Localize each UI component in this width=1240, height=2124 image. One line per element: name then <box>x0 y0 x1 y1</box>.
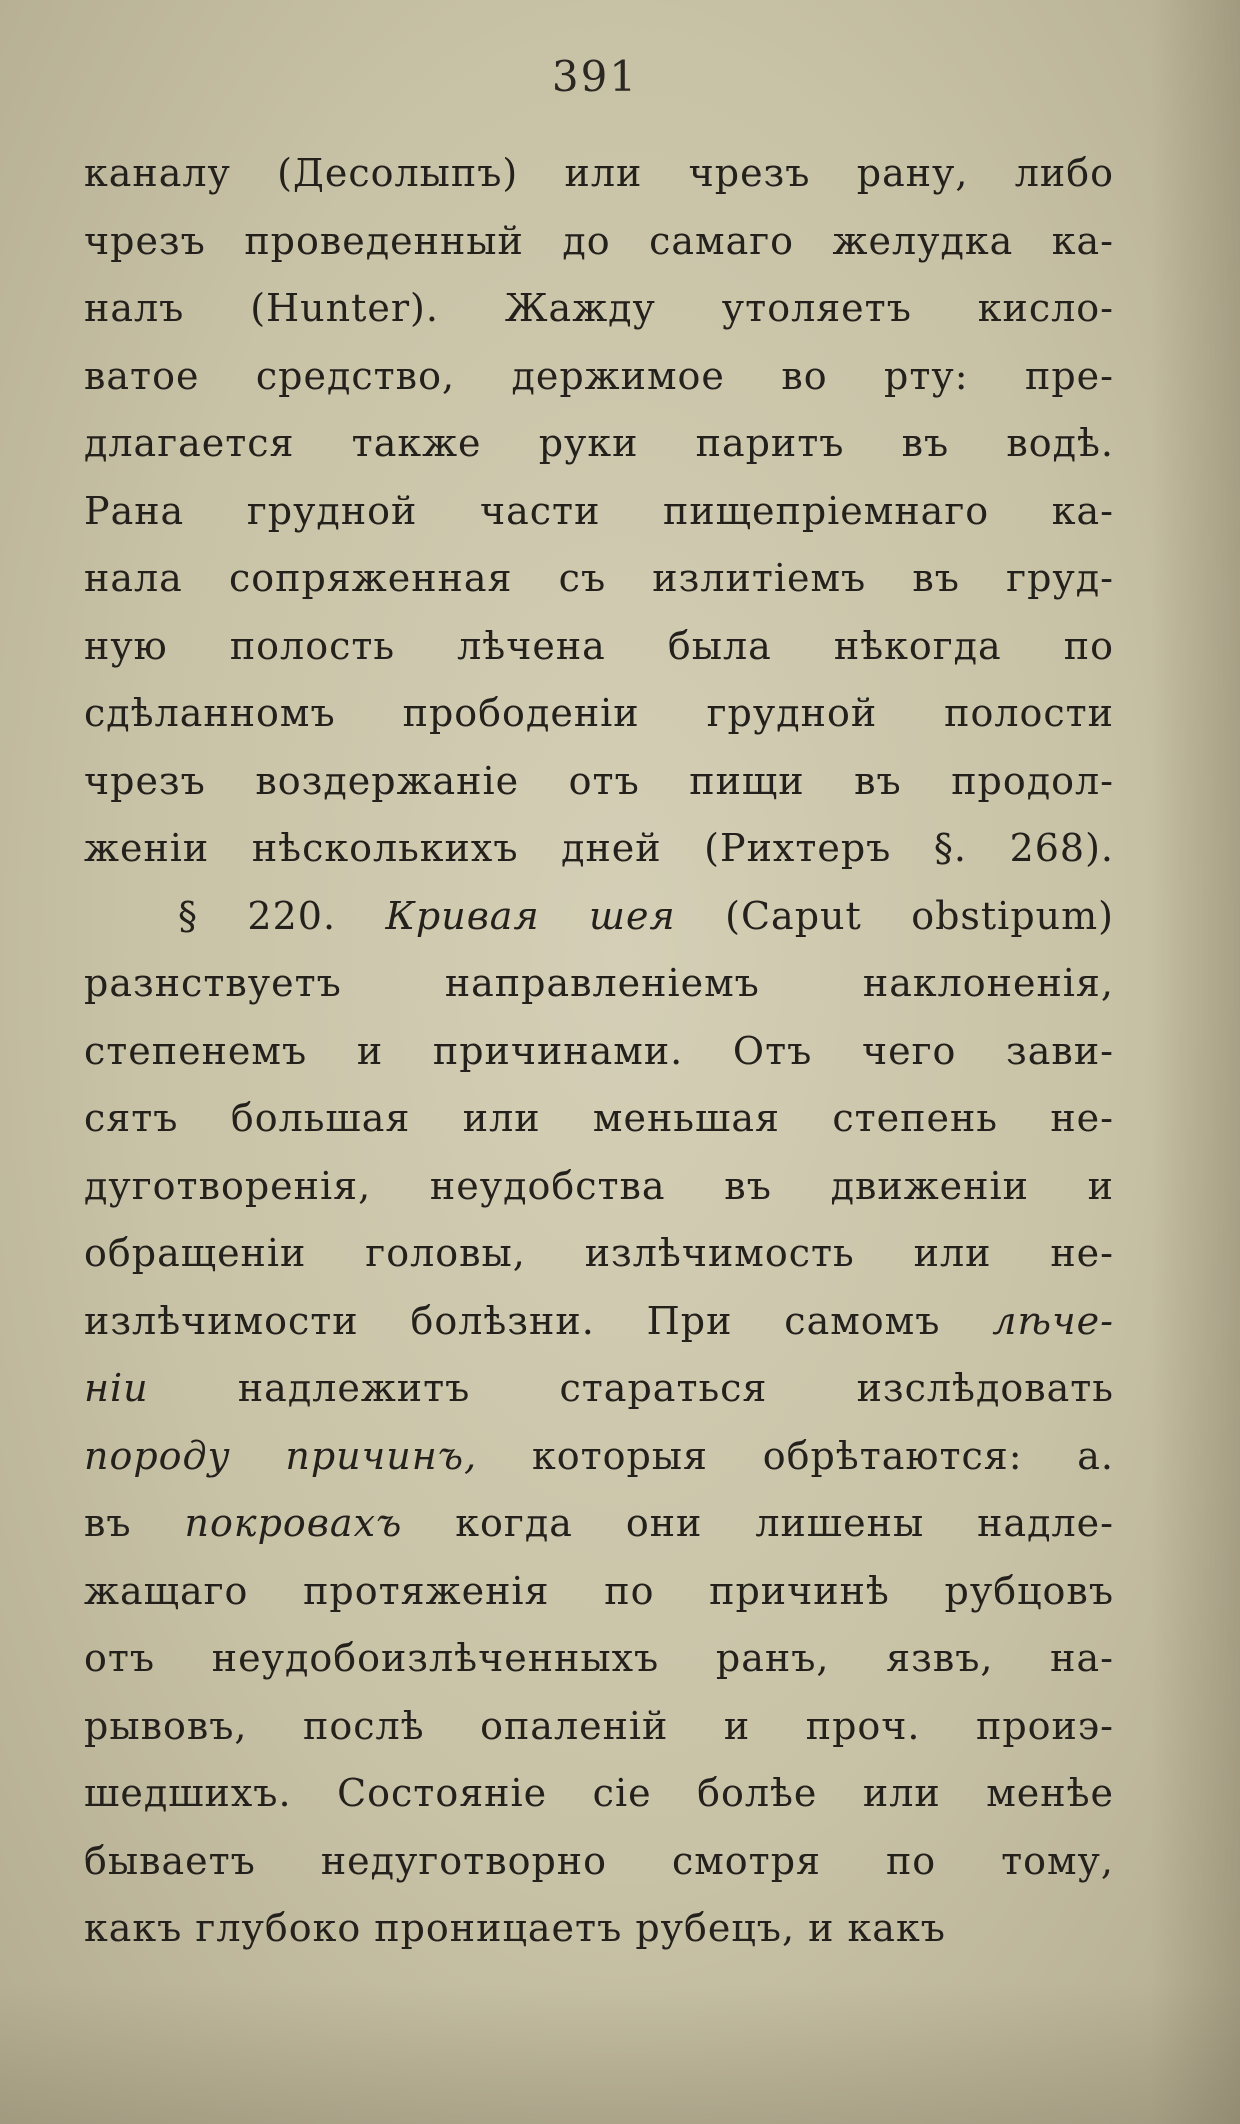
text-line: каналу (Десолыпъ) или чрезъ рану, либо <box>84 151 1114 195</box>
body-text <box>84 140 1114 1963</box>
text-line: женіи нѣсколькихъ дней (Рихтеръ §. 268). <box>84 826 1114 870</box>
text-fragment: которыя обрѣтаются: а. <box>531 1433 1114 1478</box>
text-fragment: излѣчимости болѣзни. При самомъ <box>84 1298 941 1343</box>
section-latin-term: (Caput obstipum) <box>725 893 1114 938</box>
text-line-mixed <box>84 1288 1114 1356</box>
text-line: отъ неудобоизлѣченныхъ ранъ, язвъ, на- <box>84 1636 1114 1680</box>
text-line: чрезъ воздержаніе отъ пищи въ продол- <box>84 758 1114 803</box>
text-line: обращеніи головы, излѣчимость или не- <box>84 1231 1114 1275</box>
text-line: ватое средство, держимое во рту: пре- <box>84 353 1114 398</box>
section-number: § 220. <box>178 893 337 938</box>
text-line-mixed <box>84 1355 1114 1423</box>
text-line: сдѣланномъ прободеніи грудной полости <box>84 691 1114 735</box>
text-line: ную полость лѣчена была нѣкогда по <box>84 623 1114 668</box>
text-line: Рана грудной части пищепріемнаго ка- <box>84 488 1114 533</box>
section-title: Кривая шея <box>385 893 676 938</box>
text-line: бываетъ недуготворно смотря по тому, <box>84 1838 1114 1883</box>
text-fragment: надлежитъ стараться изслѣдовать <box>237 1366 1114 1410</box>
text-line: нала сопряженная съ излитіемъ въ груд- <box>84 556 1114 600</box>
italic-fragment: лѣче- <box>992 1298 1114 1343</box>
italic-fragment: ніи <box>84 1366 149 1410</box>
text-line: шедшихъ. Состояніе сіе болѣе или менѣе <box>84 1771 1114 1815</box>
italic-fragment: покровахъ <box>184 1501 403 1545</box>
text-line: чрезъ проведенный до самаго желудка ка- <box>84 218 1114 263</box>
text-fragment: въ <box>84 1501 132 1545</box>
italic-fragment: породу причинъ, <box>84 1433 478 1478</box>
text-line: степенемъ и причинами. Отъ чего зави- <box>84 1028 1114 1073</box>
text-line: жащаго протяженія по причинѣ рубцовъ <box>84 1568 1114 1613</box>
text-line: разнствуетъ направленіемъ наклоненія, <box>84 961 1114 1005</box>
text-line-mixed <box>84 1423 1114 1491</box>
page-number: 391 <box>551 52 639 101</box>
text-line: дуготворенія, неудобства въ движеніи и <box>84 1163 1114 1208</box>
text-line: налъ (Hunter). Жажду утоляетъ кисло- <box>84 286 1114 330</box>
text-line-mixed <box>84 1490 1114 1558</box>
page-bottom-shadow <box>0 1984 1240 2124</box>
text-line: сятъ большая или меньшая степень не- <box>84 1096 1114 1140</box>
text-line: какъ глубоко проницаетъ рубецъ, и какъ <box>84 1906 946 1950</box>
text-fragment: когда они лишены надле- <box>455 1501 1114 1545</box>
text-line: рывовъ, послѣ опаленій и проч. проиэ- <box>84 1703 1114 1748</box>
text-line: длагается также руки паритъ въ водѣ. <box>84 421 1114 465</box>
page-edge-shadow <box>1150 0 1240 2124</box>
section-heading-line <box>84 883 1114 951</box>
